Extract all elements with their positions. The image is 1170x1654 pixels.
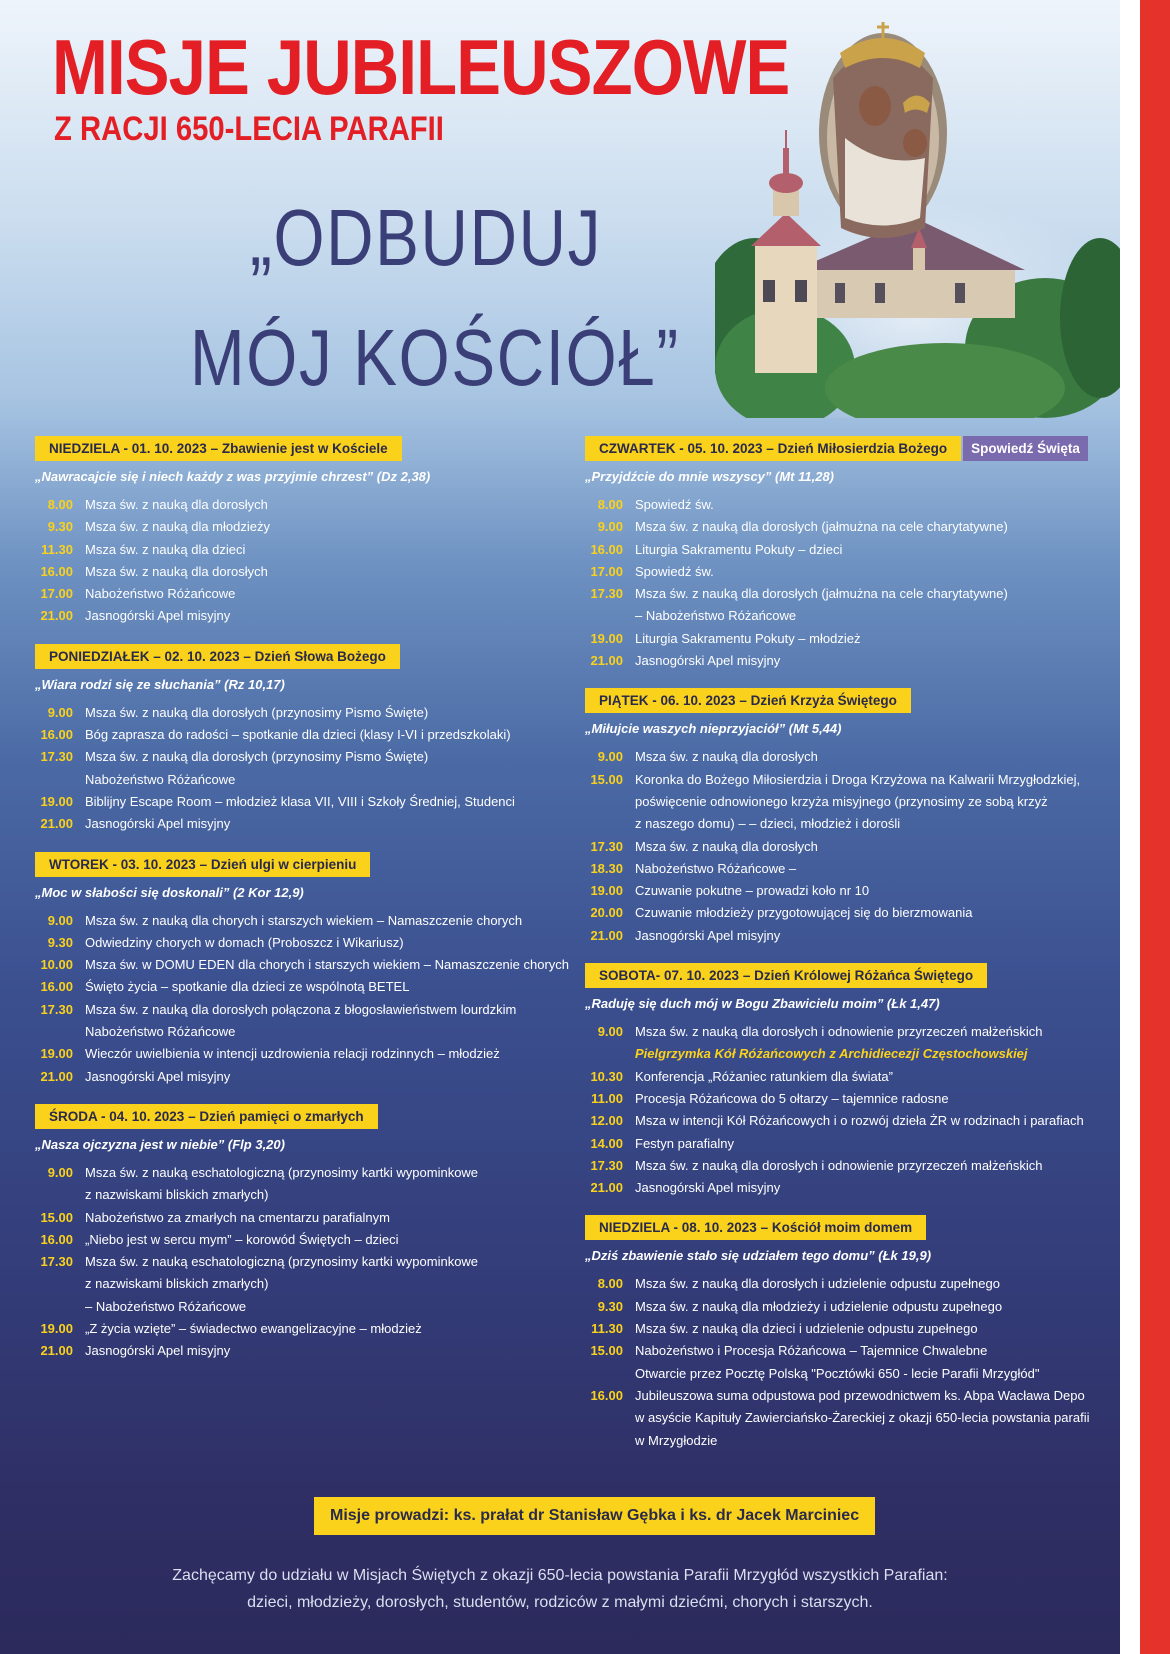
event-row	[35, 1207, 555, 1229]
event-description	[635, 880, 1105, 902]
event-time: 9.30	[597, 1298, 623, 1314]
event-row	[35, 583, 555, 605]
event-row	[35, 813, 555, 835]
event-time: 12.00	[590, 1113, 623, 1129]
event-time: 17.30	[40, 1254, 73, 1270]
event-description	[85, 791, 555, 813]
event-time: 8.00	[47, 497, 73, 512]
event-time: 9.00	[47, 1164, 73, 1180]
event-line: Msza św. z nauką dla młodzieży i udzielenie odpustu zupełnego	[635, 1298, 1003, 1314]
day-block	[35, 1104, 555, 1363]
day-header: NIEDZIELA - 01. 10. 2023 – Zbawienie jest w Kościele	[35, 436, 402, 461]
day-block	[585, 436, 1105, 672]
day-block	[35, 852, 570, 1088]
event-time: 11.30	[41, 541, 73, 557]
event-row	[585, 925, 1105, 947]
event-row	[35, 999, 555, 1044]
event-list	[35, 910, 570, 1088]
event-description	[85, 1162, 555, 1207]
event-time: 20.00	[590, 905, 623, 921]
event-line: z naszego domu) – – dzieci, młodzież i dorośli	[635, 816, 901, 832]
event-line: Jasnogórski Apel misyjny	[85, 608, 231, 624]
event-description	[85, 1251, 555, 1318]
event-row	[585, 1296, 1105, 1318]
event-line: Msza w intencji Kół Różańcowych i o rozwój dzieła ŻR w rodzinach i parafiach	[635, 1113, 1084, 1129]
event-time: 15.00	[590, 771, 623, 787]
event-description	[635, 1340, 1105, 1385]
event-row	[585, 880, 1105, 902]
event-line: Spowiedź św.	[635, 497, 714, 512]
event-description	[635, 1021, 1105, 1066]
event-description	[85, 1318, 555, 1340]
event-time: 11.00	[591, 1090, 623, 1106]
event-line: Jubileuszowa suma odpustowa pod przewodnictwem ks. Abpa Wacława Depo	[635, 1387, 1085, 1403]
event-description	[85, 746, 555, 791]
event-description	[635, 902, 1105, 924]
event-list	[35, 1162, 555, 1363]
event-list	[585, 1273, 1105, 1451]
event-row	[585, 1155, 1105, 1177]
event-line: Czuwanie młodzieży przygotowującej się do bierzmowania	[635, 905, 973, 921]
event-row	[35, 1251, 555, 1318]
day-header: SOBOTA- 07. 10. 2023 – Dzień Królowej Różańca Świętego	[585, 963, 987, 988]
poster-title: MISJE JUBILEUSZOWE	[52, 23, 790, 111]
event-row	[35, 539, 555, 561]
event-row	[585, 902, 1105, 924]
event-row	[35, 1043, 555, 1065]
event-row	[585, 769, 1105, 836]
event-line: z nazwiskami bliskich zmarłych)	[85, 1276, 269, 1292]
event-line: Czuwanie pokutne – prowadzi koło nr 10	[635, 883, 870, 899]
event-time: 19.00	[40, 793, 73, 809]
poster-subtitle: Z RACJI 650-LECIA PARAFII	[54, 110, 444, 148]
event-description	[635, 494, 1105, 516]
event-line: w Mrzygłodzie	[635, 1432, 718, 1448]
event-time: 21.00	[590, 653, 623, 669]
church-and-icon-illustration	[715, 18, 1120, 418]
day-quote: „Dziś zbawienie stało się udziałem tego domu” (Łk 19,9)	[585, 1248, 932, 1264]
event-time: 9.00	[47, 912, 73, 928]
day-header: NIEDZIELA - 08. 10. 2023 – Kościół moim domem	[585, 1215, 926, 1240]
event-time: 19.00	[40, 1321, 73, 1337]
event-list	[35, 494, 555, 628]
event-time: 18.30	[590, 860, 623, 876]
event-time: 17.00	[590, 563, 623, 579]
event-line: Festyn parafialny	[635, 1135, 734, 1151]
confession-badge: Spowiedź Święta	[963, 436, 1088, 461]
event-time: 16.00	[40, 563, 73, 579]
event-time: 21.00	[40, 1068, 73, 1084]
event-line: Msza św. z nauką dla dorosłych i odnowienie przyrzeczeń małżeńskich	[635, 1157, 1043, 1173]
event-line: Jasnogórski Apel misyjny	[85, 1343, 231, 1359]
event-time: 14.00	[590, 1135, 623, 1151]
event-line: Spowiedź św.	[635, 563, 714, 579]
event-time: 8.00	[597, 1276, 623, 1292]
right-schedule-column	[585, 436, 1105, 1468]
event-line: Msza św. z nauką dla dorosłych i udzielenie odpustu zupełnego	[635, 1276, 1000, 1292]
event-description	[635, 769, 1105, 836]
event-line: – Nabożeństwo Różańcowe	[85, 1298, 247, 1314]
event-description	[635, 836, 1105, 858]
event-line: Msza św. z nauką dla dorosłych (jałmużna na cele charytatywne)	[635, 586, 1008, 602]
event-description	[85, 605, 555, 627]
event-list	[35, 702, 555, 836]
event-description	[85, 813, 555, 835]
event-description	[635, 1133, 1105, 1155]
event-description	[85, 724, 555, 746]
event-row	[585, 1273, 1105, 1295]
event-time: 16.00	[40, 727, 73, 743]
event-row	[35, 791, 555, 813]
event-row	[585, 1318, 1105, 1340]
event-row	[35, 954, 570, 976]
event-time: 10.30	[590, 1068, 623, 1084]
event-line: „Niebo jest w sercu mym” – korowód Świętych – dzieci	[85, 1231, 399, 1247]
event-row	[35, 746, 555, 791]
event-line: Jasnogórski Apel misyjny	[635, 653, 781, 669]
event-description	[635, 1066, 1105, 1088]
event-time: 17.30	[40, 749, 73, 765]
event-description	[85, 954, 569, 976]
day-block	[585, 963, 1105, 1199]
event-row	[585, 1177, 1105, 1199]
event-row	[585, 583, 1105, 628]
event-description	[85, 932, 555, 954]
event-description	[85, 910, 555, 932]
event-row	[35, 976, 555, 998]
event-description	[85, 494, 555, 516]
event-line: Otwarcie przez Pocztę Polską "Pocztówki 650 - lecie Parafii Mrzygłód"	[635, 1365, 1040, 1381]
event-line: Msza św. z nauką dla dorosłych	[85, 563, 268, 579]
event-description	[85, 1340, 555, 1362]
event-line: Biblijny Escape Room – młodzież klasa VII, VIII i Szkoły Średniej, Studenci	[85, 793, 515, 809]
left-schedule-column	[35, 436, 570, 1379]
day-block	[585, 1215, 1105, 1451]
event-time: 21.00	[40, 816, 73, 832]
event-line: Liturgia Sakramentu Pokuty – młodzież	[635, 630, 861, 646]
event-description	[635, 1177, 1105, 1199]
event-row	[585, 746, 1105, 768]
event-row	[35, 932, 555, 954]
event-line: Bóg zaprasza do radości – spotkanie dla dzieci (klasy I-VI i przedszkolaki)	[85, 727, 511, 743]
event-description	[635, 1318, 1105, 1340]
day-block	[585, 688, 1105, 947]
event-time: 21.00	[590, 1180, 623, 1196]
event-line: Msza św. z nauką dla dzieci i udzielenie odpustu zupełnego	[635, 1321, 978, 1337]
event-row	[585, 650, 1105, 672]
event-line: Procesja Różańcowa do 5 ołtarzy – tajemnice radosne	[635, 1090, 949, 1106]
event-list	[585, 1021, 1105, 1199]
event-line: Msza św. z nauką dla dorosłych połączona z błogosławieństwem lourdzkim	[85, 1001, 517, 1017]
day-quote: „Nasza ojczyzna jest w niebie” (Flp 3,20)	[35, 1136, 285, 1152]
event-line: – Nabożeństwo Różańcowe	[635, 608, 797, 624]
event-description	[635, 746, 1105, 768]
event-time: 17.30	[590, 1157, 623, 1173]
event-row	[585, 858, 1105, 880]
event-time: 9.00	[47, 704, 73, 720]
event-line: Nabożeństwo za zmarłych na cmentarzu parafialnym	[85, 1209, 390, 1225]
event-row	[35, 1229, 555, 1251]
event-time: 9.30	[47, 934, 73, 950]
event-time: 9.00	[597, 519, 623, 535]
event-description	[635, 1273, 1105, 1295]
day-header: PONIEDZIAŁEK – 02. 10. 2023 – Dzień Słowa Bożego	[35, 644, 400, 669]
event-line: Liturgia Sakramentu Pokuty – dzieci	[635, 541, 843, 557]
event-description	[85, 1066, 555, 1088]
event-line: Koronka do Bożego Miłosierdzia i Droga Krzyżowa na Kalwarii Mrzygłodzkiej,	[635, 771, 1081, 787]
event-row	[585, 561, 1105, 583]
event-row	[35, 1340, 555, 1362]
event-description	[85, 1207, 555, 1229]
event-line: Msza św. z nauką eschatologiczną (przynosimy kartki wypominkowe	[85, 1254, 479, 1270]
event-row	[585, 836, 1105, 858]
event-description	[635, 650, 1105, 672]
invitation-line-1: Zachęcamy do udziału w Misjach Świętych z okazji 650-lecia powstania Parafii Mrzygłód wszystkich Parafian:	[172, 1567, 948, 1584]
event-row	[35, 516, 555, 538]
event-line: Msza św. z nauką dla młodzieży	[85, 519, 270, 535]
event-line: Jasnogórski Apel misyjny	[85, 1068, 231, 1084]
event-list	[585, 494, 1105, 672]
event-time: 9.00	[597, 1024, 623, 1040]
day-quote: „Moc w słabości się doskonali” (2 Kor 12,9)	[35, 884, 304, 900]
event-time: 11.30	[591, 1321, 623, 1337]
event-row	[585, 516, 1105, 538]
flag-stripe-white	[1120, 0, 1140, 1654]
event-row	[35, 702, 555, 724]
event-time: 21.00	[40, 1343, 73, 1359]
event-line: „Z życia wzięte” – świadectwo ewangelizacyjne – młodzież	[85, 1321, 422, 1337]
event-line: Święto życia – spotkanie dla dzieci ze wspólnotą BETEL	[85, 979, 410, 995]
event-description	[85, 1229, 555, 1251]
event-description	[635, 561, 1105, 583]
event-line: z nazwiskami bliskich zmarłych)	[85, 1187, 269, 1203]
event-row	[35, 1066, 555, 1088]
event-line: Konferencja „Różaniec ratunkiem dla świata”	[635, 1068, 893, 1084]
event-line: Nabożeństwo i Procesja Różańcowa – Tajemnice Chwalebne	[635, 1343, 988, 1359]
event-list	[585, 746, 1105, 947]
event-row	[585, 1021, 1105, 1066]
day-header: ŚRODA - 04. 10. 2023 – Dzień pamięci o zmarłych	[35, 1104, 378, 1129]
event-description	[635, 858, 1105, 880]
event-time: 15.00	[590, 1343, 623, 1359]
event-line: w asyście Kapituły Zawierciańsko-Żareckiej z okazji 650-lecia powstania parafii	[635, 1410, 1090, 1426]
flag-stripe-red	[1140, 0, 1170, 1654]
day-header: WTOREK - 03. 10. 2023 – Dzień ulgi w cierpieniu	[35, 852, 370, 877]
event-row	[35, 1318, 555, 1340]
event-line: Msza św. z nauką dla dorosłych	[635, 838, 818, 854]
event-description	[85, 583, 555, 605]
event-line: Nabożeństwo Różańcowe –	[635, 860, 797, 876]
event-time: 19.00	[40, 1046, 73, 1062]
event-row	[35, 561, 555, 583]
event-time: 16.00	[40, 1231, 73, 1247]
event-line: Msza św. z nauką dla dorosłych	[635, 749, 818, 765]
day-quote: „Miłujcie waszych nieprzyjaciół” (Mt 5,44)	[585, 721, 842, 737]
event-time: 17.30	[590, 586, 623, 602]
event-description	[635, 1110, 1105, 1132]
event-description	[635, 925, 1105, 947]
event-description	[635, 583, 1105, 628]
event-line: Msza św. z nauką dla dorosłych (przynosimy Pismo Święte)	[85, 749, 429, 765]
event-line: Odwiedziny chorych w domach (Proboszcz i Wikariusz)	[85, 934, 404, 950]
event-description	[635, 1296, 1105, 1318]
event-line: Nabożeństwo Różańcowe	[85, 586, 236, 602]
event-description	[635, 628, 1105, 650]
event-description	[635, 1385, 1105, 1452]
leader-banner: Misje prowadzi: ks. prałat dr Stanisław Gębka i ks. dr Jacek Marciniec	[314, 1497, 875, 1535]
event-time: 16.00	[40, 979, 73, 995]
event-row	[35, 494, 555, 516]
event-time: 16.00	[590, 1387, 623, 1403]
event-row	[585, 539, 1105, 561]
event-row	[35, 1162, 555, 1207]
event-line: poświęcenie odnowionego krzyża misyjnego (przynosimy ze sobą krzyż	[635, 793, 1048, 809]
event-line: Msza św. z nauką dla dorosłych (przynosimy Pismo Święte)	[85, 704, 429, 720]
event-row	[585, 1385, 1105, 1452]
event-line: Msza św. z nauką eschatologiczną (przynosimy kartki wypominkowe	[85, 1164, 479, 1180]
event-row	[585, 494, 1105, 516]
event-time: 8.00	[597, 497, 623, 512]
day-quote: „Raduję się duch mój w Bogu Zbawicielu moim” (Łk 1,47)	[585, 996, 940, 1012]
event-time: 19.00	[590, 883, 623, 899]
event-description	[85, 539, 555, 561]
event-line: Msza św. z nauką dla dzieci	[85, 541, 246, 557]
event-line: Msza św. z nauką dla dorosłych (jałmużna na cele charytatywne)	[635, 519, 1008, 535]
event-description	[635, 1088, 1105, 1110]
event-time: 15.00	[40, 1209, 73, 1225]
event-time: 10.00	[40, 957, 73, 973]
motto-line-2: MÓJ KOŚCIÓŁ”	[190, 313, 680, 402]
event-description	[85, 702, 555, 724]
event-row	[35, 605, 555, 627]
event-line: Jasnogórski Apel misyjny	[635, 1180, 781, 1196]
event-time: 9.30	[47, 519, 73, 535]
event-line: Nabożeństwo Różańcowe	[85, 1024, 236, 1040]
event-line: Msza św. z nauką dla dorosłych	[85, 497, 268, 512]
event-time: 21.00	[40, 608, 73, 624]
event-line: Nabożeństwo Różańcowe	[85, 771, 236, 787]
event-description	[85, 516, 555, 538]
event-line: Msza św. z nauką dla chorych i starszych wiekiem – Namaszczenie chorych	[85, 912, 523, 928]
event-line: Wieczór uwielbienia w intencji uzdrowienia relacji rodzinnych – młodzież	[85, 1046, 500, 1062]
event-line: Msza św. z nauką dla dorosłych i odnowienie przyrzeczeń małżeńskich	[635, 1024, 1043, 1040]
day-quote: „Nawracajcie się i niech każdy z was przyjmie chrzest” (Dz 2,38)	[35, 469, 431, 484]
event-description	[635, 539, 1105, 561]
event-time: 21.00	[590, 927, 623, 943]
event-description	[85, 561, 555, 583]
event-time: 17.00	[40, 586, 73, 602]
event-description	[635, 1155, 1105, 1177]
event-line: Msza św. w DOMU EDEN dla chorych i starszych wiekiem – Namaszczenie chorych	[85, 957, 570, 973]
event-time: 16.00	[590, 541, 623, 557]
event-description	[635, 516, 1105, 538]
day-quote: „Wiara rodzi się ze słuchania” (Rz 10,17)	[35, 676, 285, 692]
day-header: PIĄTEK - 06. 10. 2023 – Dzień Krzyża Świętego	[585, 688, 911, 713]
motto-line-1: „ODBUDUJ	[250, 193, 603, 282]
event-row	[35, 724, 555, 746]
event-row	[585, 1110, 1105, 1132]
event-description	[85, 1043, 555, 1065]
event-description	[85, 999, 555, 1044]
event-time: 17.30	[40, 1001, 73, 1017]
day-block	[35, 644, 555, 836]
event-line: Jasnogórski Apel misyjny	[85, 816, 231, 832]
event-row	[585, 1088, 1105, 1110]
invitation-line-2: dzieci, młodzieży, dorosłych, studentów, rodziców z małymi dziećmi, chorych i starszych.	[247, 1594, 873, 1611]
event-line: Jasnogórski Apel misyjny	[635, 927, 781, 943]
event-time: 17.30	[590, 838, 623, 854]
event-row	[585, 1340, 1105, 1385]
event-row	[585, 1066, 1105, 1088]
event-time: 9.00	[597, 749, 623, 765]
event-description	[85, 976, 555, 998]
day-quote: „Przyjdźcie do mnie wszyscy” (Mt 11,28)	[585, 469, 835, 484]
event-row	[35, 910, 555, 932]
event-row	[585, 628, 1105, 650]
day-block	[35, 436, 555, 628]
event-time: 19.00	[590, 630, 623, 646]
event-row	[585, 1133, 1105, 1155]
event-highlight: Pielgrzymka Kół Różańcowych z Archidiecezji Częstochowskiej	[635, 1046, 1028, 1062]
day-header: CZWARTEK - 05. 10. 2023 – Dzień Miłosierdzia Bożego	[585, 436, 961, 461]
